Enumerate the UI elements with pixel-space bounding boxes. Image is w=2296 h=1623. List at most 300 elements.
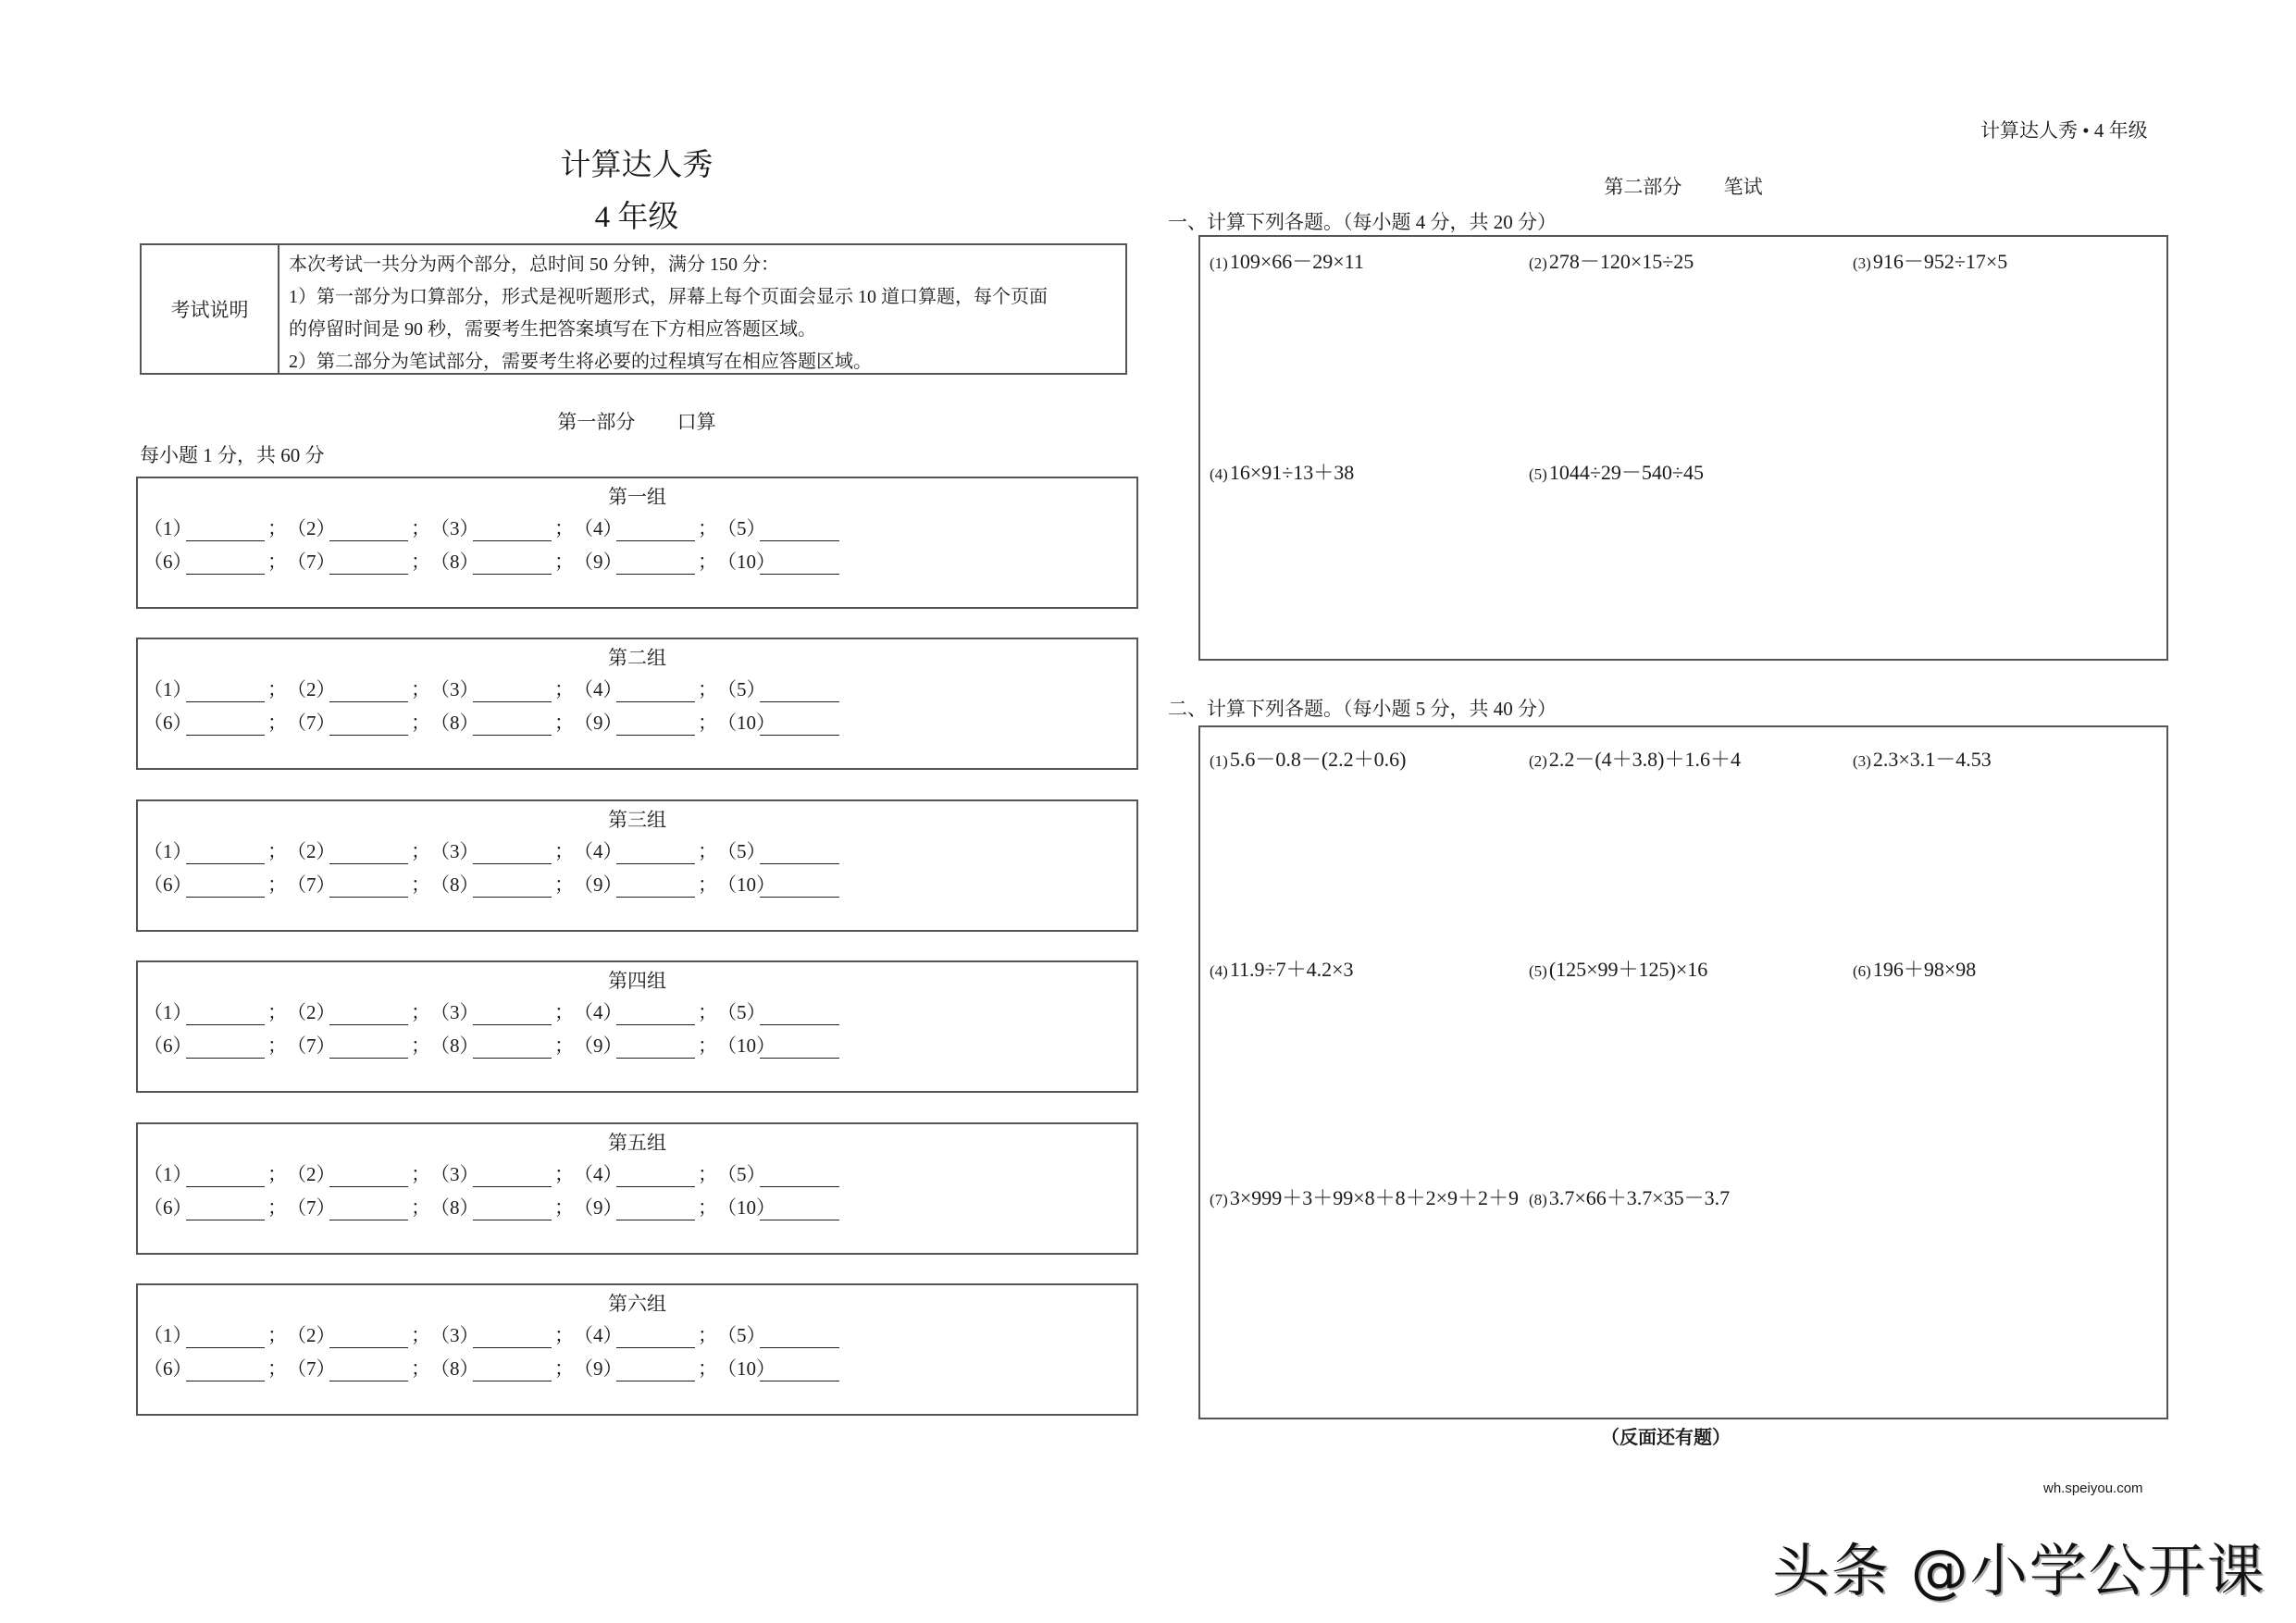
question-number: （6）: [143, 1196, 192, 1219]
separator: ；: [411, 517, 430, 539]
question-number: （2）: [287, 1324, 336, 1346]
answer-blank[interactable]: [616, 1199, 695, 1220]
answer-row: [143, 1159, 861, 1187]
question-number: （5）: [717, 678, 766, 700]
problem-expression: (125×99＋125)×16: [1548, 958, 1708, 981]
question-number: （9）: [574, 873, 623, 896]
question-number: （9）: [574, 1035, 623, 1057]
answer-item: [287, 1354, 430, 1381]
question-number: （1）: [143, 1163, 192, 1185]
problem-number: (3): [1853, 752, 1871, 770]
separator: ；: [411, 1163, 430, 1185]
question-number: （4）: [574, 1001, 623, 1023]
question-number: （2）: [287, 517, 336, 539]
separator: ；: [411, 1324, 430, 1346]
answer-row: [143, 1193, 861, 1220]
answer-blank[interactable]: [329, 681, 408, 702]
answer-item: [287, 1159, 430, 1187]
problem: [1210, 246, 1364, 275]
answer-item: [430, 1159, 574, 1187]
section1-answer-box[interactable]: [1198, 235, 2168, 661]
answer-item: [430, 675, 574, 702]
separator: ；: [411, 712, 430, 734]
question-number: （6）: [143, 1357, 192, 1380]
problem: [1853, 954, 1976, 983]
answer-item: [574, 1159, 717, 1187]
answer-item: [287, 870, 430, 898]
problem-expression: 1044÷29－540÷45: [1548, 461, 1704, 484]
answer-row: [143, 1031, 861, 1059]
answer-item: [717, 836, 861, 864]
separator: ；: [267, 1196, 287, 1219]
question-number: （5）: [717, 1163, 766, 1185]
problem-expression: 11.9÷7＋4.2×3: [1229, 958, 1354, 981]
problem-expression: 3.7×66＋3.7×35－3.7: [1548, 1186, 1731, 1209]
separator: ；: [267, 678, 287, 700]
answer-row: [143, 514, 861, 541]
separator: ；: [698, 517, 717, 539]
separator: ；: [411, 1035, 430, 1057]
answer-item: [717, 1193, 861, 1220]
answer-blank[interactable]: [186, 714, 265, 736]
question-number: （2）: [287, 678, 336, 700]
answer-blank[interactable]: [616, 681, 695, 702]
answer-blank[interactable]: [186, 1327, 265, 1348]
question-number: （9）: [574, 712, 623, 734]
question-number: （4）: [574, 1324, 623, 1346]
answer-blank[interactable]: [329, 876, 408, 898]
problem-number: (2): [1529, 752, 1547, 770]
answer-blank[interactable]: [186, 1166, 265, 1187]
separator: ；: [554, 1324, 574, 1346]
question-number: （8）: [430, 1035, 479, 1057]
question-number: （4）: [574, 678, 623, 700]
separator: ；: [554, 1196, 574, 1219]
answer-item: [430, 836, 574, 864]
group-title: 第一组: [608, 486, 666, 508]
answer-blank[interactable]: [186, 1199, 265, 1220]
separator: ；: [698, 1001, 717, 1023]
question-number: （7）: [287, 712, 336, 734]
answer-item: [143, 675, 287, 702]
answer-item: [574, 1193, 717, 1220]
problem-number: (2): [1529, 254, 1547, 272]
answer-item: [574, 1354, 717, 1381]
separator: ；: [698, 1035, 717, 1057]
answer-blank[interactable]: [473, 1166, 552, 1187]
question-number: （7）: [287, 1357, 336, 1380]
answer-item: [717, 870, 861, 898]
problem: [1210, 744, 1406, 773]
separator: ；: [554, 678, 574, 700]
part1-title: 第一部分 口算: [557, 411, 716, 433]
separator: ；: [698, 1357, 717, 1380]
question-number: （1）: [143, 1001, 192, 1023]
answer-blank[interactable]: [760, 1004, 839, 1025]
separator: ；: [554, 840, 574, 862]
answer-item: [430, 1354, 574, 1381]
answer-blank[interactable]: [186, 681, 265, 702]
answer-blank[interactable]: [473, 553, 552, 575]
instruction-line: 的停留时间是 90 秒，需要考生把答案填写在下方相应答题区域。: [289, 319, 816, 340]
answer-item: [287, 1031, 430, 1059]
problem-expression: 16×91÷13＋38: [1229, 461, 1355, 484]
answer-blank[interactable]: [760, 553, 839, 575]
answer-blank[interactable]: [473, 681, 552, 702]
group-box: [136, 1122, 1138, 1255]
problem-number: (4): [1210, 962, 1228, 980]
back-side-note: （反面还有题）: [1601, 1428, 1731, 1448]
problem: [1529, 744, 1741, 773]
question-number: （1）: [143, 840, 192, 862]
question-number: （6）: [143, 551, 192, 573]
problem: [1529, 457, 1704, 486]
problem: [1529, 1183, 1730, 1211]
answer-blank[interactable]: [473, 1199, 552, 1220]
section2-heading: 二、计算下列各题。（每小题 5 分，共 40 分）: [1168, 698, 1557, 720]
question-number: （1）: [143, 517, 192, 539]
question-number: （8）: [430, 1196, 479, 1219]
answer-item: [143, 1159, 287, 1187]
answer-blank[interactable]: [616, 876, 695, 898]
answer-blank[interactable]: [186, 1360, 265, 1381]
problem: [1853, 246, 2007, 275]
separator: ；: [267, 517, 287, 539]
question-number: （2）: [287, 840, 336, 862]
question-number: （9）: [574, 551, 623, 573]
answer-row: [143, 836, 861, 864]
separator: ；: [267, 873, 287, 896]
answer-item: [430, 1031, 574, 1059]
separator: ；: [267, 712, 287, 734]
answer-item: [430, 547, 574, 575]
question-number: （5）: [717, 1001, 766, 1023]
separator: ；: [554, 712, 574, 734]
answer-blank[interactable]: [186, 1004, 265, 1025]
answer-blank[interactable]: [473, 714, 552, 736]
question-number: （4）: [574, 517, 623, 539]
problem-expression: 109×66－29×11: [1229, 250, 1364, 273]
question-number: （1）: [143, 1324, 192, 1346]
answer-blank[interactable]: [616, 1004, 695, 1025]
answer-item: [430, 1193, 574, 1220]
answer-blank[interactable]: [760, 714, 839, 736]
answer-blank[interactable]: [616, 1037, 695, 1059]
answer-blank[interactable]: [186, 843, 265, 864]
problem-number: (3): [1853, 254, 1871, 272]
answer-blank[interactable]: [760, 1166, 839, 1187]
answer-row: [143, 547, 861, 575]
group-box: [136, 960, 1138, 1093]
answer-row: [143, 1354, 861, 1381]
question-number: （5）: [717, 517, 766, 539]
answer-item: [143, 1354, 287, 1381]
question-number: （3）: [430, 840, 479, 862]
question-number: （3）: [430, 1001, 479, 1023]
running-header: 计算达人秀 • 4 年级: [1980, 119, 2148, 142]
answer-item: [430, 708, 574, 736]
answer-blank[interactable]: [329, 714, 408, 736]
problem-expression: 916－952÷17×5: [1872, 250, 2008, 273]
answer-item: [143, 708, 287, 736]
answer-blank[interactable]: [760, 1327, 839, 1348]
question-number: （8）: [430, 551, 479, 573]
problem: [1210, 954, 1354, 983]
group-title: 第三组: [608, 809, 666, 831]
watermark: 头条 @小学公开课: [1772, 1537, 2266, 1604]
answer-row: [143, 870, 861, 898]
answer-item: [287, 1193, 430, 1220]
answer-item: [574, 836, 717, 864]
question-number: （6）: [143, 873, 192, 896]
answer-blank[interactable]: [473, 1004, 552, 1025]
separator: ；: [554, 1035, 574, 1057]
answer-blank[interactable]: [760, 1037, 839, 1059]
question-number: （10）: [717, 1357, 776, 1380]
question-number: （8）: [430, 1357, 479, 1380]
answer-blank[interactable]: [616, 520, 695, 541]
question-number: （6）: [143, 1035, 192, 1057]
answer-item: [717, 1354, 861, 1381]
question-number: （3）: [430, 517, 479, 539]
question-number: （3）: [430, 1163, 479, 1185]
answer-blank[interactable]: [616, 553, 695, 575]
site-url: wh.speiyou.com: [2043, 1481, 2143, 1496]
question-number: （4）: [574, 840, 623, 862]
instruction-line: 2）第二部分为笔试部分，需要考生将必要的过程填写在相应答题区域。: [289, 352, 872, 372]
separator: ；: [554, 1357, 574, 1380]
answer-blank[interactable]: [760, 681, 839, 702]
answer-item: [287, 675, 430, 702]
separator: ；: [267, 551, 287, 573]
answer-blank[interactable]: [473, 1360, 552, 1381]
answer-blank[interactable]: [473, 1037, 552, 1059]
answer-blank[interactable]: [329, 843, 408, 864]
problem-expression: 2.2－(4＋3.8)＋1.6＋4: [1548, 748, 1741, 771]
answer-blank[interactable]: [329, 1199, 408, 1220]
answer-item: [430, 514, 574, 541]
separator: ；: [267, 1035, 287, 1057]
group-box: [136, 799, 1138, 932]
question-number: （10）: [717, 551, 776, 573]
question-number: （2）: [287, 1163, 336, 1185]
separator: ；: [698, 1324, 717, 1346]
answer-item: [574, 514, 717, 541]
answer-item: [574, 675, 717, 702]
answer-blank[interactable]: [473, 520, 552, 541]
question-number: （10）: [717, 1035, 776, 1057]
problem-number: (8): [1529, 1191, 1547, 1208]
answer-blank[interactable]: [760, 1360, 839, 1381]
problem-expression: 196＋98×98: [1872, 958, 1977, 981]
problem-number: (1): [1210, 752, 1228, 770]
problem-expression: 278－120×15÷25: [1548, 250, 1694, 273]
group-title: 第四组: [608, 970, 666, 992]
answer-blank[interactable]: [616, 714, 695, 736]
answer-item: [717, 1320, 861, 1348]
answer-row: [143, 675, 861, 702]
separator: ；: [411, 873, 430, 896]
problem-number: (5): [1529, 962, 1547, 980]
separator: ；: [411, 1357, 430, 1380]
separator: ；: [554, 873, 574, 896]
separator: ；: [554, 1001, 574, 1023]
answer-blank[interactable]: [329, 553, 408, 575]
answer-blank[interactable]: [186, 520, 265, 541]
answer-item: [574, 1031, 717, 1059]
separator: ；: [698, 712, 717, 734]
separator: ；: [698, 678, 717, 700]
problem: [1853, 744, 1992, 773]
answer-blank[interactable]: [616, 1166, 695, 1187]
answer-row: [143, 1320, 861, 1348]
separator: ；: [411, 551, 430, 573]
answer-item: [287, 547, 430, 575]
question-number: （8）: [430, 873, 479, 896]
separator: ；: [267, 1163, 287, 1185]
answer-item: [717, 1031, 861, 1059]
answer-item: [574, 708, 717, 736]
answer-blank[interactable]: [329, 1004, 408, 1025]
question-number: （10）: [717, 873, 776, 896]
question-number: （6）: [143, 712, 192, 734]
problem-expression: 5.6－0.8－(2.2＋0.6): [1229, 748, 1407, 771]
answer-blank[interactable]: [186, 876, 265, 898]
answer-item: [574, 997, 717, 1025]
answer-item: [717, 547, 861, 575]
group-box: [136, 1283, 1138, 1416]
question-number: （5）: [717, 840, 766, 862]
group-box: [136, 638, 1138, 770]
question-number: （10）: [717, 1196, 776, 1219]
answer-item: [287, 514, 430, 541]
answer-item: [717, 708, 861, 736]
answer-item: [430, 1320, 574, 1348]
question-number: （9）: [574, 1196, 623, 1219]
question-number: （7）: [287, 551, 336, 573]
problem-number: (4): [1210, 465, 1228, 483]
answer-item: [143, 836, 287, 864]
section2-answer-box[interactable]: [1198, 725, 2168, 1419]
problem-number: (1): [1210, 254, 1228, 272]
separator: ；: [554, 517, 574, 539]
grade-title: 4 年级: [594, 201, 679, 234]
answer-item: [430, 997, 574, 1025]
separator: ；: [698, 551, 717, 573]
answer-item: [717, 514, 861, 541]
instruction-line: 1）第一部分为口算部分，形式是视听题形式，屏幕上每个页面会显示 10 道口算题，每个页面: [289, 287, 1048, 307]
separator: ；: [554, 1163, 574, 1185]
question-number: （7）: [287, 1035, 336, 1057]
answer-item: [143, 870, 287, 898]
answer-blank[interactable]: [616, 843, 695, 864]
problem: [1529, 246, 1694, 275]
separator: ；: [411, 678, 430, 700]
group-box: [136, 477, 1138, 609]
group-title: 第二组: [608, 647, 666, 669]
problem: [1529, 954, 1707, 983]
answer-item: [574, 1320, 717, 1348]
question-number: （3）: [430, 1324, 479, 1346]
answer-item: [143, 997, 287, 1025]
separator: ；: [267, 840, 287, 862]
problem-expression: 3×999＋3＋99×8＋8＋2×9＋2＋9: [1229, 1186, 1520, 1209]
group-title: 第六组: [608, 1293, 666, 1315]
instruction-line: 本次考试一共分为两个部分，总时间 50 分钟，满分 150 分：: [289, 254, 779, 275]
separator: ；: [411, 1196, 430, 1219]
part2-title: 第二部分 笔试: [1604, 176, 1763, 198]
answer-item: [287, 836, 430, 864]
answer-item: [717, 1159, 861, 1187]
answer-item: [717, 675, 861, 702]
section1-heading: 一、计算下列各题。（每小题 4 分，共 20 分）: [1168, 211, 1557, 233]
problem-number: (5): [1529, 465, 1547, 483]
problem-number: (7): [1210, 1191, 1228, 1208]
answer-blank[interactable]: [760, 876, 839, 898]
problem-number: (6): [1853, 962, 1871, 980]
separator: ；: [698, 840, 717, 862]
answer-item: [143, 514, 287, 541]
answer-item: [143, 1193, 287, 1220]
question-number: （2）: [287, 1001, 336, 1023]
problem: [1210, 1183, 1519, 1211]
answer-blank[interactable]: [329, 1327, 408, 1348]
answer-item: [574, 547, 717, 575]
problem: [1210, 457, 1354, 486]
separator: ；: [698, 1196, 717, 1219]
answer-item: [574, 870, 717, 898]
answer-item: [287, 997, 430, 1025]
answer-row: [143, 997, 861, 1025]
question-number: （4）: [574, 1163, 623, 1185]
answer-blank[interactable]: [616, 1360, 695, 1381]
group-title: 第五组: [608, 1132, 666, 1154]
separator: ；: [411, 1001, 430, 1023]
answer-item: [717, 997, 861, 1025]
answer-row: [143, 708, 861, 736]
question-number: （5）: [717, 1324, 766, 1346]
question-number: （7）: [287, 1196, 336, 1219]
question-number: （9）: [574, 1357, 623, 1380]
separator: ；: [267, 1001, 287, 1023]
answer-blank[interactable]: [473, 843, 552, 864]
question-number: （8）: [430, 712, 479, 734]
answer-blank[interactable]: [760, 520, 839, 541]
answer-blank[interactable]: [329, 1166, 408, 1187]
question-number: （10）: [717, 712, 776, 734]
answer-blank[interactable]: [760, 1199, 839, 1220]
question-number: （7）: [287, 873, 336, 896]
answer-blank[interactable]: [186, 1037, 265, 1059]
separator: ；: [267, 1357, 287, 1380]
answer-blank[interactable]: [329, 1037, 408, 1059]
answer-item: [287, 708, 430, 736]
answer-item: [287, 1320, 430, 1348]
answer-blank[interactable]: [329, 1360, 408, 1381]
answer-item: [143, 1320, 287, 1348]
answer-blank[interactable]: [616, 1327, 695, 1348]
question-number: （1）: [143, 678, 192, 700]
answer-blank[interactable]: [186, 553, 265, 575]
page-title: 计算达人秀: [560, 149, 714, 182]
separator: ；: [411, 840, 430, 862]
answer-blank[interactable]: [329, 520, 408, 541]
answer-blank[interactable]: [473, 876, 552, 898]
instructions-body: [279, 245, 1125, 373]
question-number: （3）: [430, 678, 479, 700]
answer-blank[interactable]: [473, 1327, 552, 1348]
answer-blank[interactable]: [760, 843, 839, 864]
